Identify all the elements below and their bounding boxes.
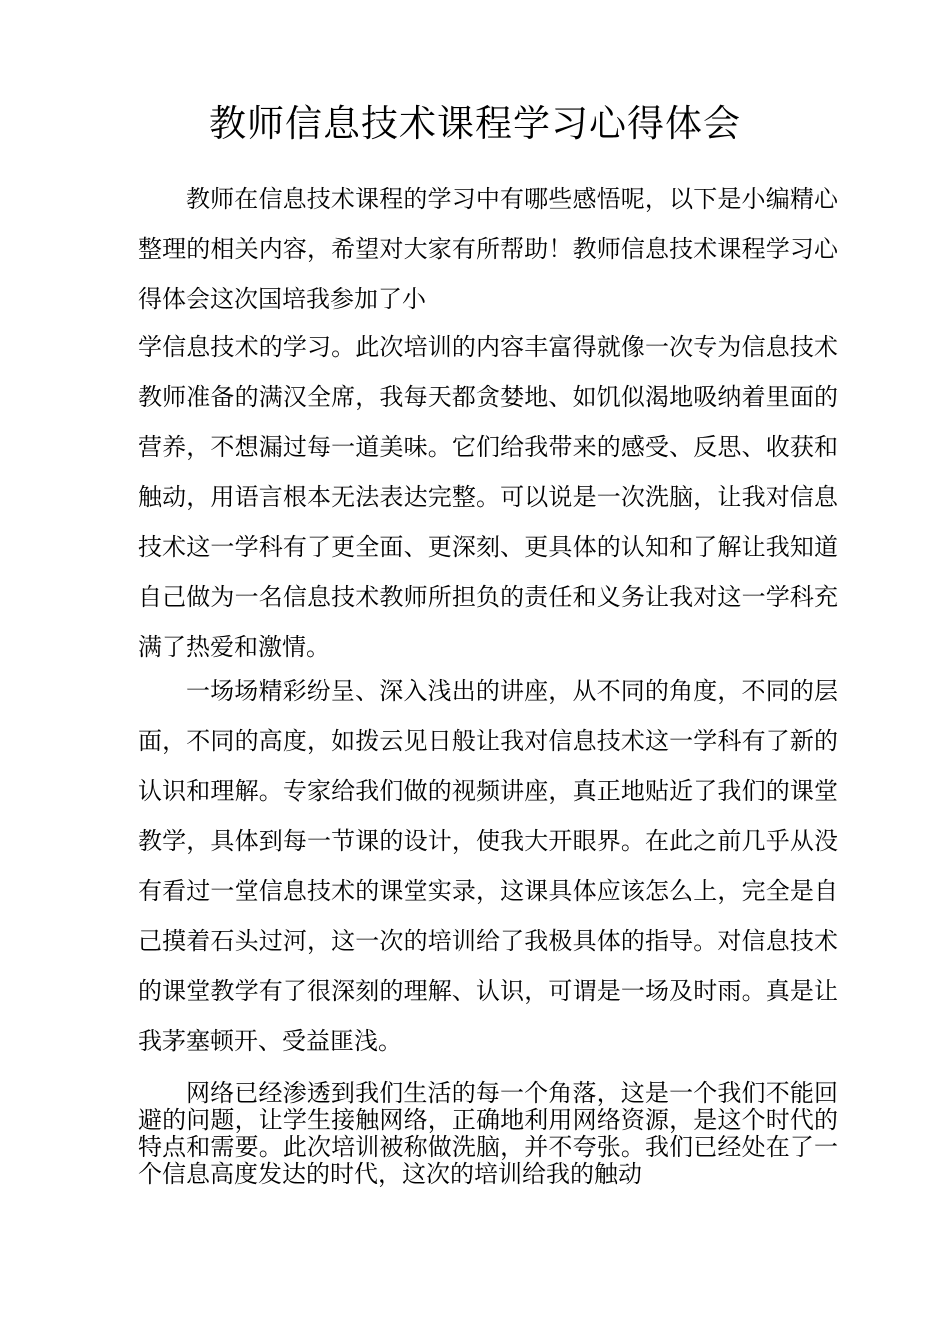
page-title: 教师信息技术课程学习心得体会 bbox=[209, 102, 741, 145]
paragraph-continuation: 学信息技术的学习。此次培训的内容丰富得就像一次专为信息技术教师准备的满汉全席，我每天都贪婪地、如饥似渴地吸纳着里面的营养，不想漏过每一道美味。它们给我带来的感受、反思、收获和触动，用语言根本无法表达完整。可以说是一次洗脑，让我对信息技术这一学科有了更全面、更深刻、更具体的认知和了解让我知道自己做为一名信息技术教师所担负的责任和义务让我对这一学科充满了热爱和激情。 bbox=[138, 333, 838, 661]
paragraph-network: 网络已经渗透到我们生活的每一个角落，这是一个我们不能回避的问题，让学生接触网络，正确地利用网络资源，是这个时代的特点和需要。此次培训被称做洗脑，并不夸张。我们已经处在了一个信息高度发达的时代，这次的培训给我的触动 bbox=[138, 1079, 838, 1188]
paragraph-lectures: 一场场精彩纷呈、深入浅出的讲座，从不同的角度，不同的层面，不同的高度，如拨云见日般让我对信息技术这一学科有了新的认识和理解。专家给我们做的视频讲座，真正地贴近了我们的课堂教学，具体到每一节课的设计，使我大开眼界。在此之前几乎从没有看过一堂信息技术的课堂实录，这课具体应该怎么上，完全是自己摸着石头过河，这一次的培训给了我极具体的指导。对信息技术的课堂教学有了很深刻的理解、认识，可谓是一场及时雨。真是让我茅塞顿开、受益匪浅。 bbox=[138, 677, 838, 1055]
paragraph-intro: 教师在信息技术课程的学习中有哪些感悟呢，以下是小编精心整理的相关内容，希望对大家有所帮助！教师信息技术课程学习心得体会这次国培我参加了小 bbox=[138, 185, 838, 313]
